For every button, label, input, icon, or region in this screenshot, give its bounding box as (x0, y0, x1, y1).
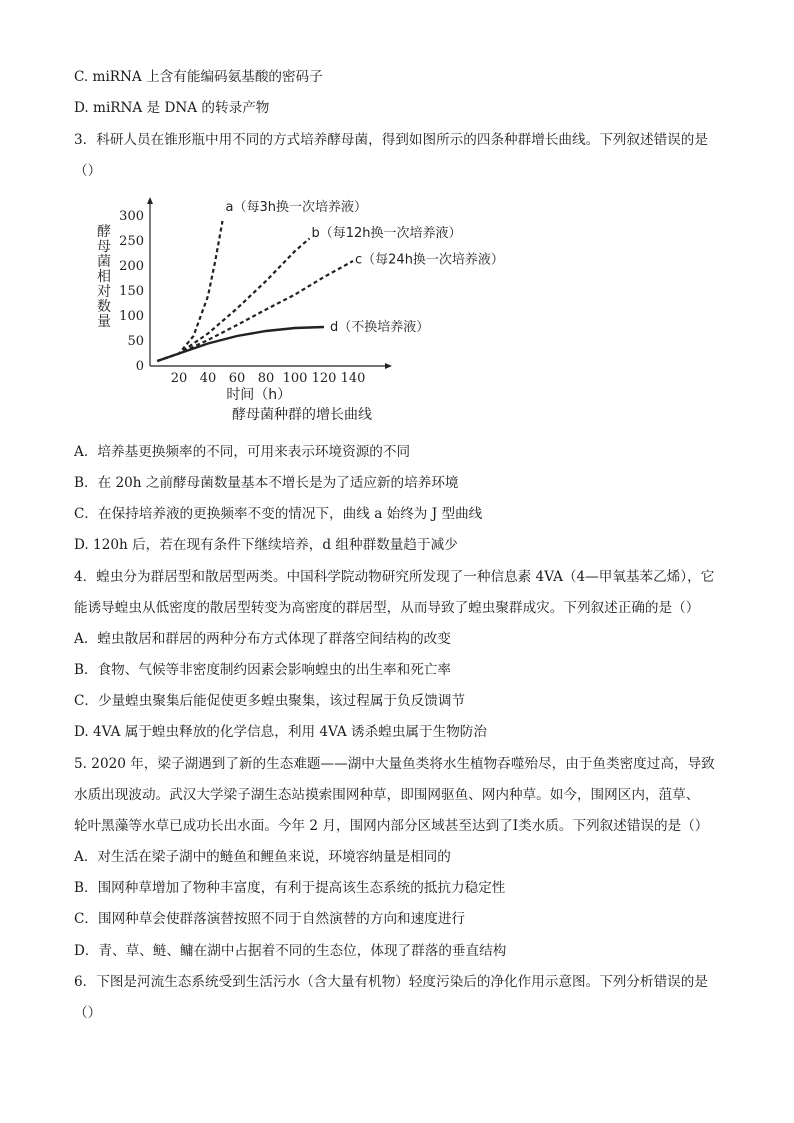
y-axis-label-char: 母 (97, 239, 111, 255)
text-line: 5. 2020 年，梁子湖遇到了新的生态难题——湖中大量鱼类将水生植物吞噬殆尽，由于鱼类密度过高，导致 (74, 756, 715, 772)
x-axis-label: 时间（h） (226, 387, 292, 403)
series-label: c（每24h换一次培养液） (355, 252, 504, 268)
text-line: B．在 20h 之前酵母菌数量基本不增长是为了适应新的培养环境 (74, 475, 459, 491)
text-line: 能诱导蝗虫从低密度的散居型转变为高密度的群居型，从而导致了蝗虫聚群成灾。下列叙述正确的是（） (74, 600, 700, 616)
text-line: D. 4VA 属于蝗虫释放的化学信息，利用 4VA 诱杀蝗虫属于生物防治 (74, 724, 487, 740)
text-line: A．蝗虫散居和群居的两种分布方式体现了群落空间结构的改变 (74, 631, 451, 647)
y-tick-label: 250 (119, 234, 144, 249)
text-line: 水质出现波动。武汉大学梁子湖生态站摸索围网种草，即围网驱鱼、网内种草。如今，围网区内，菹草、 (74, 787, 700, 803)
series-label: b（每12h换一次培养液） (311, 226, 462, 241)
y-axis-label-char: 菌 (97, 254, 111, 270)
text-line: C. miRNA 上含有能编码氨基酸的密码子 (74, 69, 323, 85)
text-line: D. miRNA 是 DNA 的转录产物 (74, 100, 270, 116)
chart-caption: 酵母菌种群的增长曲线 (232, 407, 372, 423)
y-tick-label: 200 (119, 259, 144, 274)
y-axis-label-char: 对 (97, 284, 111, 300)
y-tick-label: 50 (127, 334, 144, 349)
x-tick-label: 140 (340, 371, 366, 386)
x-tick-label: 60 (228, 371, 246, 386)
series-line (157, 261, 353, 361)
x-axis-arrow (385, 363, 392, 369)
x-tick-label: 100 (282, 371, 308, 386)
text-line: 轮叶黑藻等水草已成功长出水面。今年 2 月，围网内部分区域甚至达到了Ⅰ类水质。下列叙述错误的是（） (74, 818, 709, 834)
text-line: 4．蝗虫分为群居型和散居型两类。中国科学院动物研究所发现了一种信息素 4VA（4—甲氧基苯乙烯），它 (74, 569, 715, 585)
text-line: D. 120h 后，若在现有条件下继续培养，d 组种群数量趋于减少 (74, 537, 458, 553)
text-line: C．少量蝗虫聚集后能促使更多蝗虫聚集，该过程属于负反馈调节 (74, 693, 466, 709)
x-tick-label: 120 (311, 371, 337, 386)
series-label: d（不换培养液） (330, 320, 430, 335)
series-line (157, 221, 222, 361)
text-line: B．围网种草增加了物种丰富度，有利于提高该生态系统的抵抗力稳定性 (74, 880, 506, 896)
series-label: a（每3h换一次培养液） (225, 200, 367, 215)
y-tick-label: 0 (135, 359, 144, 374)
text-line: A．培养基更换频率的不同，可用来表示环境资源的不同 (74, 444, 411, 460)
growth-chart (90, 196, 504, 406)
x-tick-label: 20 (170, 371, 188, 386)
y-tick-label: 300 (119, 209, 144, 224)
text-line: C．围网种草会使群落演替按照不同于自然演替的方向和速度进行 (74, 911, 466, 927)
y-axis-arrow (147, 197, 153, 204)
text-line: 3．科研人员在锥形瓶中用不同的方式培养酵母菌，得到如图所示的四条种群增长曲线。下列叙述错误的是 (74, 132, 708, 148)
y-axis-label-char: 相 (97, 269, 111, 285)
text-line: A．对生活在梁子湖中的鲢鱼和鲤鱼来说，环境容纳量是相同的 (74, 849, 451, 865)
text-line: D．青、草、鲢、鳙在湖中占据着不同的生态位，体现了群落的垂直结构 (74, 943, 507, 959)
y-axis-label-char: 数 (97, 299, 111, 315)
y-axis-label-char: 酵 (97, 224, 111, 240)
text-line: B．食物、气候等非密度制约因素会影响蝗虫的出生率和死亡率 (74, 662, 452, 678)
x-tick-label: 40 (199, 371, 217, 386)
series-line (157, 327, 324, 361)
y-axis-label-char: 量 (97, 314, 111, 330)
text-line: （） (74, 1005, 102, 1021)
text-line: （） (74, 163, 102, 179)
text-line: C．在保持培养液的更换频率不变的情况下，曲线 a 始终为 J 型曲线 (74, 506, 483, 522)
x-tick-label: 80 (257, 371, 275, 386)
text-line: 6．下图是河流生态系统受到生活污水（含大量有机物）轻度污染后的净化作用示意图。下列分析错误的是 (74, 974, 708, 990)
y-tick-label: 150 (119, 284, 144, 299)
y-tick-label: 100 (119, 309, 144, 324)
